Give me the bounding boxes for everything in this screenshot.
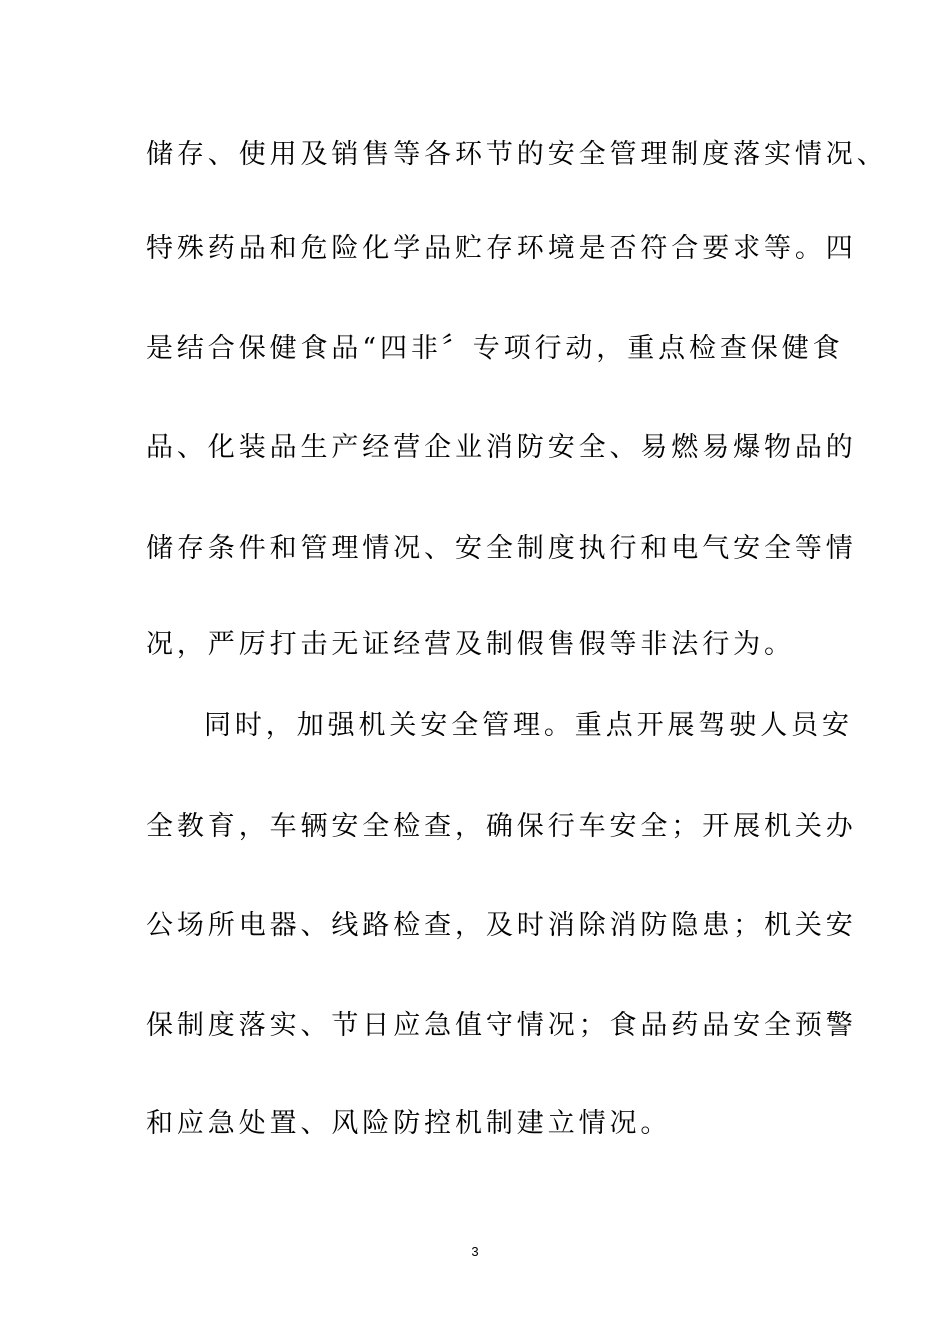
body-text-line: 全教育，车辆安全检查，确保行车安全；开展机关办	[146, 811, 857, 842]
body-text-line: 公场所电器、线路检查，及时消除消防隐患；机关安	[146, 910, 857, 941]
body-text-line: 和应急处置、风险防控机制建立情况。	[146, 1108, 672, 1139]
body-text-line: 特殊药品和危险化学品贮存环境是否符合要求等。四	[146, 233, 857, 264]
paragraph-first-line: 同时，加强机关安全管理。重点开展驾驶人员安	[204, 710, 853, 741]
page-number: 3	[471, 1244, 479, 1259]
body-text-line: 保制度落实、节日应急值守情况；食品药品安全预警	[146, 1010, 857, 1041]
body-text-line: 储存、使用及销售等各环节的安全管理制度落实情况、	[146, 139, 888, 170]
body-text-line: 是结合保健食品“四非〞专项行动，重点检查保健食	[146, 333, 844, 364]
body-text-line: 品、化装品生产经营企业消防安全、易燃易爆物品的	[146, 432, 857, 463]
body-text-line: 储存条件和管理情况、安全制度执行和电气安全等情	[146, 533, 857, 564]
body-text-line: 况，严厉打击无证经营及制假售假等非法行为。	[146, 629, 795, 660]
